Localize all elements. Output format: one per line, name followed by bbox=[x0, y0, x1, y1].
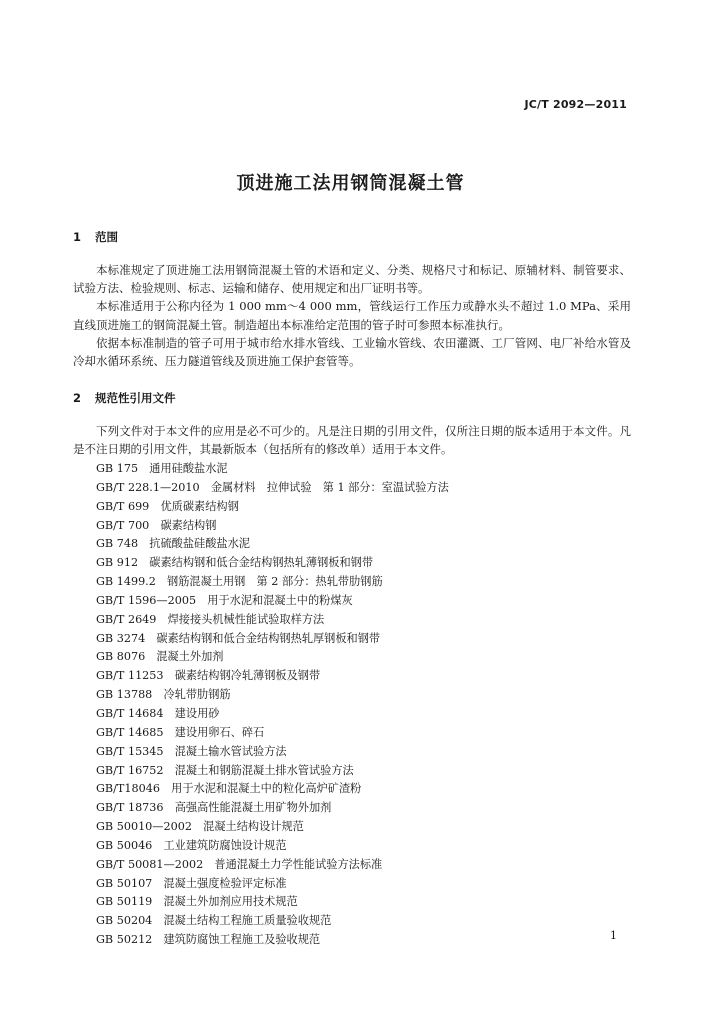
reference-item: GB 8076 混凝土外加剂 bbox=[96, 650, 224, 664]
reference-item: GB/T 11253 碳素结构钢冷轧薄钢板及钢带 bbox=[96, 669, 321, 683]
reference-item: GB 13788 冷轧带肋钢筋 bbox=[96, 688, 231, 702]
reference-item: GB 1499.2 钢筋混凝土用钢 第 2 部分：热轧带肋钢筋 bbox=[96, 575, 383, 589]
paragraph: 依据本标准制造的管子可用于城市给水排水管线、工业输水管线、农田灌溉、工厂管网、电厂补给水管及冷却水循环系统、压力隧道管线及顶进施工保护套管等。 bbox=[73, 335, 631, 369]
reference-item: GB/T 15345 混凝土输水管试验方法 bbox=[96, 744, 287, 758]
paragraph: 本标准适用于公称内径为 1 000 mm～4 000 mm，管线运行工作压力或静水头不超过 1.0 MPa、采用直线顶进施工的钢筒混凝土管。制造超出本标准给定范围的管子时可参照本标准执行。 bbox=[73, 299, 631, 332]
section-heading-references bbox=[73, 390, 176, 406]
scope-body bbox=[73, 261, 631, 370]
reference-item: GB 748 抗硫酸盐硅酸盐水泥 bbox=[96, 537, 250, 551]
paragraph: 下列文件对于本文件的应用是必不可少的。凡是注日期的引用文件，仅所注日期的版本适用于本文件。凡是不注日期的引用文件，其最新版本（包括所有的修改单）适用于本文件。 bbox=[73, 424, 631, 457]
reference-item: GB 3274 碳素结构钢和低合金结构钢热轧厚钢板和钢带 bbox=[96, 631, 381, 645]
reference-item: GB/T 16752 混凝土和钢筋混凝土排水管试验方法 bbox=[96, 763, 354, 777]
section-heading-scope bbox=[73, 229, 118, 245]
reference-item: GB 50107 混凝土强度检验评定标准 bbox=[96, 876, 287, 890]
reference-item: GB 50046 工业建筑防腐蚀设计规范 bbox=[96, 838, 287, 852]
reference-item: GB/T 699 优质碳素结构钢 bbox=[96, 499, 239, 513]
reference-item: GB/T 50081—2002 普通混凝土力学性能试验方法标准 bbox=[96, 857, 383, 871]
reference-item: GB/T 1596—2005 用于水泥和混凝土中的粉煤灰 bbox=[96, 593, 353, 607]
reference-item: GB 50119 混凝土外加剂应用技术规范 bbox=[96, 895, 298, 909]
reference-item: GB/T 2649 焊接接头机械性能试验取样方法 bbox=[96, 612, 325, 626]
reference-item: GB 50212 建筑防腐蚀工程施工及验收规范 bbox=[96, 933, 321, 947]
reference-item: GB 50010—2002 混凝土结构设计规范 bbox=[96, 820, 304, 834]
reference-item: GB/T18046 用于水泥和混凝土中的粒化高炉矿渣粉 bbox=[96, 782, 362, 796]
paragraph: 本标准规定了顶进施工法用钢筒混凝土管的术语和定义、分类、规格尺寸和标记、原辅材料、制管要求、试验方法、检验规则、标志、运输和储存、使用规定和出厂证明书等。 bbox=[73, 263, 631, 296]
standard-code: JC/T 2092—2011 bbox=[524, 98, 627, 111]
reference-item: GB/T 14685 建设用卵石、碎石 bbox=[96, 725, 265, 739]
reference-item: GB/T 18736 高强高性能混凝土用矿物外加剂 bbox=[96, 801, 332, 815]
section-title: 范围 bbox=[95, 230, 118, 244]
document-title: 顶进施工法用钢筒混凝土管 bbox=[236, 173, 465, 194]
section-number: 1 bbox=[73, 230, 82, 244]
references-intro bbox=[73, 422, 631, 458]
reference-item: GB 912 碳素结构钢和低合金结构钢热轧薄钢板和钢带 bbox=[96, 556, 374, 570]
reference-item: GB/T 700 碳素结构钢 bbox=[96, 518, 217, 532]
reference-item: GB/T 228.1—2010 金属材料 拉伸试验 第 1 部分：室温试验方法 bbox=[96, 480, 449, 494]
section-number: 2 bbox=[73, 391, 82, 405]
reference-item: GB 175 通用硅酸盐水泥 bbox=[96, 462, 228, 475]
reference-list bbox=[96, 460, 449, 950]
reference-item: GB/T 14684 建设用砂 bbox=[96, 706, 220, 720]
reference-item: GB 50204 混凝土结构工程施工质量验收规范 bbox=[96, 914, 332, 928]
page-number: 1 bbox=[610, 929, 617, 942]
section-title: 规范性引用文件 bbox=[95, 391, 176, 405]
